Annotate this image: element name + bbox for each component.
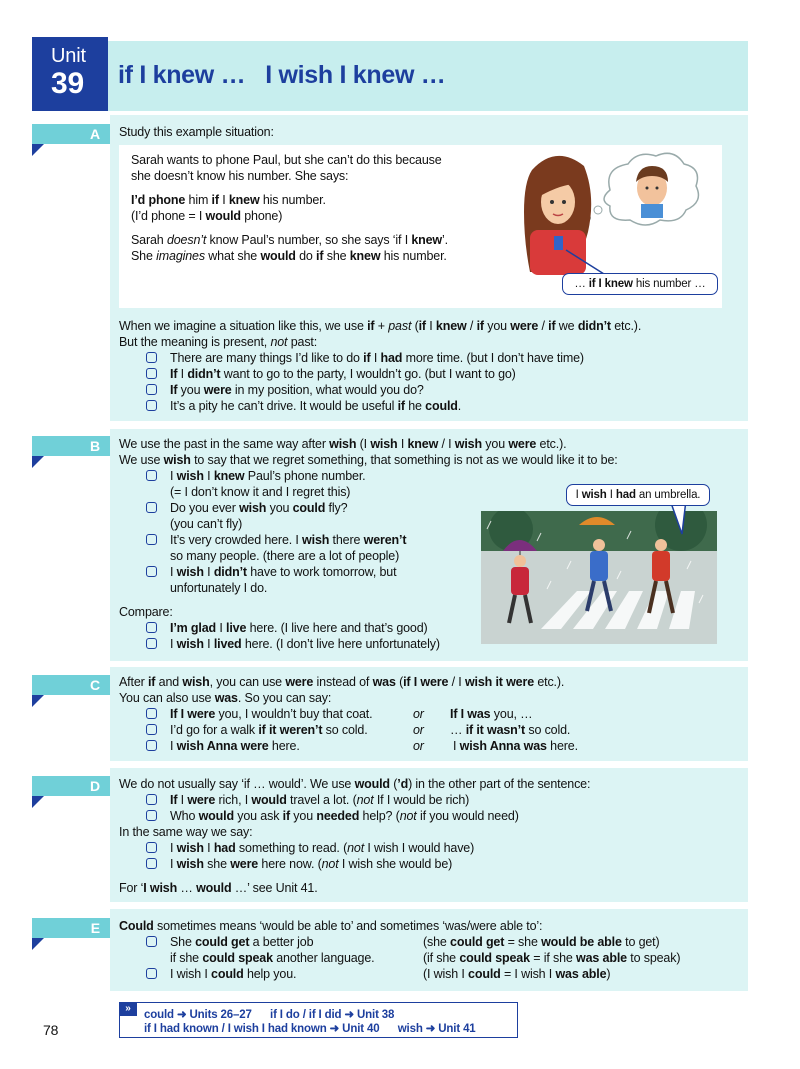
section-b-bullet: It’s very crowded here. I wish there weren’t — [170, 533, 407, 547]
section-d-bullet: If I were rich, I would travel a lot. (not If I would be rich) — [170, 793, 470, 807]
bullet-icon — [146, 724, 157, 735]
example-line: I’d phone him if I knew his number. — [131, 193, 326, 207]
section-c-left: I wish Anna were here. — [170, 739, 300, 753]
section-c-left: If I were you, I wouldn’t buy that coat. — [170, 707, 373, 721]
section-b-bullet: Do you ever wish you could fly? — [170, 501, 348, 515]
bullet-icon — [146, 810, 157, 821]
section-a-text: When we imagine a situation like this, we use if + past (if I knew / if you were / if we didn’t etc.). — [119, 319, 642, 333]
section-c-tab: C — [32, 675, 110, 695]
section-d-tab: D — [32, 776, 110, 796]
section-a-bullet: If I didn’t want to go to the party, I wouldn’t go. (but I want to go) — [170, 367, 516, 381]
section-a-bullet: There are many things I’d like to do if I had more time. (but I don’t have time) — [170, 351, 584, 365]
bullet-icon — [146, 842, 157, 853]
section-b-text: We use the past in the same way after wish (I wish I knew / I wish you were etc.). — [119, 437, 567, 451]
section-d-bullet: Who would you ask if you needed help? (not if you would need) — [170, 809, 519, 823]
bullet-icon — [146, 936, 157, 947]
section-b-bullet-note: unfortunately I do. — [170, 581, 268, 595]
section-c-text: After if and wish, you can use were instead of was (if I were / I wish it were etc.). — [119, 675, 565, 689]
section-a-bullet: It’s a pity he can’t drive. It would be useful if he could. — [170, 399, 462, 413]
section-e-text: Could sometimes means ‘would be able to’ and sometimes ‘was/were able to’: — [119, 919, 543, 933]
section-b-bullet: I wish I knew Paul’s phone number. — [170, 469, 366, 483]
bullet-icon — [146, 368, 157, 379]
section-c-text: You can also use was. So you can say: — [119, 691, 332, 705]
section-b-bullet-note: (= I don’t know it and I regret this) — [170, 485, 351, 499]
example-line: She imagines what she would do if she knew his number. — [131, 249, 447, 263]
unit-label: Unit — [51, 45, 86, 67]
bullet-icon — [146, 352, 157, 363]
bullet-icon — [146, 622, 157, 633]
example-line: (I’d phone = I would phone) — [131, 209, 283, 223]
unit-badge — [32, 37, 108, 111]
or-label: or — [413, 723, 424, 737]
unit-number: 39 — [51, 67, 85, 100]
example-line: Sarah doesn’t know Paul’s number, so she says ‘if I knew’. — [131, 233, 448, 247]
section-a-bullet: If you were in my position, what would you do? — [170, 383, 424, 397]
section-e-tab: E — [32, 918, 110, 938]
bullet-icon — [146, 858, 157, 869]
compare-label: Compare: — [119, 605, 173, 619]
section-b-bullet-note: so many people. (there are a lot of people) — [170, 549, 400, 563]
section-c-right: I wish Anna was here. — [453, 739, 578, 753]
example-line: Sarah wants to phone Paul, but she can’t do this because — [131, 153, 442, 167]
section-b-tab: B — [32, 436, 110, 456]
bullet-icon — [146, 968, 157, 979]
bullet-icon — [146, 708, 157, 719]
section-c-right: … if it wasn’t so cold. — [450, 723, 571, 737]
section-d-text: In the same way we say: — [119, 825, 253, 839]
bullet-icon — [146, 638, 157, 649]
section-b-bullet: I wish I didn’t have to work tomorrow, but — [170, 565, 397, 579]
umbrella-speech-callout: I wish I had an umbrella. — [566, 484, 710, 506]
section-e-right: (I wish I could = I wish I was able) — [423, 967, 611, 981]
title-band — [108, 41, 748, 111]
bullet-icon — [146, 534, 157, 545]
or-label: or — [413, 739, 424, 753]
section-e-left: if she could speak another language. — [170, 951, 375, 965]
page-title: if I knew … I wish I knew … — [118, 61, 446, 89]
section-b-text: We use wish to say that we regret something, that something is not as we would like it to be: — [119, 453, 618, 467]
or-label: or — [413, 707, 424, 721]
bullet-icon — [146, 502, 157, 513]
section-e-left: She could get a better job — [170, 935, 314, 949]
section-d-text: We do not usually say ‘if … would’. We use would (’d) in the other part of the sentence: — [119, 777, 591, 791]
section-d-bullet: I wish she were here now. (not I wish she would be) — [170, 857, 453, 871]
cross-reference-box — [119, 1002, 518, 1038]
section-d-note: For ‘I wish … would …’ see Unit 41. — [119, 881, 318, 895]
example-line: she doesn’t know his number. She says: — [131, 169, 349, 183]
bullet-icon — [146, 566, 157, 577]
sarah-speech-callout: … if I knew his number … — [562, 273, 718, 295]
bullet-icon — [146, 794, 157, 805]
section-e-right: (if she could speak = if she was able to speak) — [423, 951, 681, 965]
section-c-left: I’d go for a walk if it weren’t so cold. — [170, 723, 368, 737]
bullet-icon — [146, 740, 157, 751]
section-a-text: But the meaning is present, not past: — [119, 335, 318, 349]
section-d-bullet: I wish I had something to read. (not I wish I would have) — [170, 841, 475, 855]
xref-line[interactable]: could ➜ Units 26–27 if I do / if I did ➜ Unit 38 — [144, 1009, 395, 1021]
double-arrow-icon: » — [119, 1002, 137, 1016]
section-e-left: I wish I could help you. — [170, 967, 297, 981]
bullet-icon — [146, 470, 157, 481]
section-c-right: If I was you, … — [450, 707, 533, 721]
section-e-right: (she could get = she would be able to get) — [423, 935, 660, 949]
sarah-thinking-illustration — [510, 150, 720, 275]
section-a-intro: Study this example situation: — [119, 125, 274, 139]
xref-line[interactable]: if I had known / I wish I had known ➜ Unit 40 wish ➜ Unit 41 — [144, 1023, 476, 1035]
section-a-tab: A — [32, 124, 110, 144]
bullet-icon — [146, 400, 157, 411]
page-number: 78 — [43, 1022, 59, 1038]
bullet-icon — [146, 384, 157, 395]
compare-item: I’m glad I live here. (I live here and that’s good) — [170, 621, 428, 635]
section-b-bullet-note: (you can’t fly) — [170, 517, 243, 531]
compare-item: I wish I lived here. (I don’t live here unfortunately) — [170, 637, 440, 651]
